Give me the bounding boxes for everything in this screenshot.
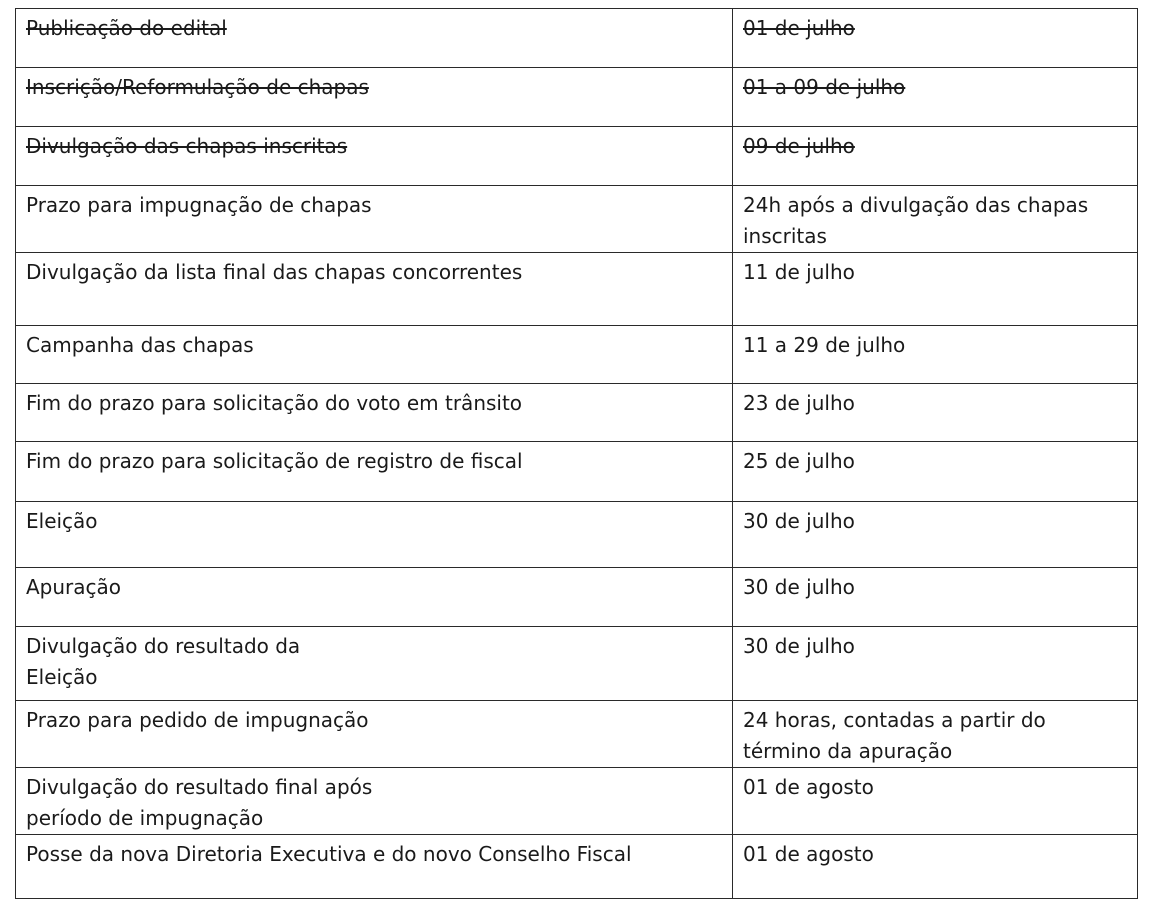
event-label: Divulgação da lista final das chapas concorrentes [26,260,523,284]
event-label: Prazo para impugnação de chapas [26,193,372,217]
event-label: Divulgação das chapas inscritas [26,134,348,158]
table-row [16,186,1138,253]
event-cell [16,68,733,127]
date-label: 11 a 29 de julho [743,333,906,357]
date-cell [733,68,1138,127]
table-row [16,253,1138,326]
date-cell [733,568,1138,627]
table-row [16,835,1138,899]
event-label: Fim do prazo para solicitação de registro de fiscal [26,449,523,473]
event-label: Fim do prazo para solicitação do voto em trânsito [26,391,523,415]
event-label: Prazo para pedido de impugnação [26,708,369,732]
event-label: Divulgação do resultado da Eleição [26,634,301,689]
table-row [16,502,1138,568]
date-label: 30 de julho [743,575,855,599]
table-row [16,701,1138,768]
table-row [16,326,1138,384]
event-label: Apuração [26,575,122,599]
event-cell [16,701,733,768]
event-cell [16,253,733,326]
event-label: Publicação do edital [26,16,227,40]
table-row [16,9,1138,68]
event-cell [16,326,733,384]
date-label: 24h após a divulgação das chapas inscritas [743,193,1089,248]
table-row [16,768,1138,835]
date-cell [733,253,1138,326]
event-cell [16,768,733,835]
date-label: 23 de julho [743,391,855,415]
event-label: Divulgação do resultado final após período de impugnação [26,775,373,830]
event-cell [16,384,733,442]
table-row [16,68,1138,127]
event-label: Campanha das chapas [26,333,254,357]
date-cell [733,9,1138,68]
event-cell [16,568,733,627]
event-label: Posse da nova Diretoria Executiva e do novo Conselho Fiscal [26,842,632,866]
date-cell [733,768,1138,835]
event-cell [16,9,733,68]
date-cell [733,502,1138,568]
table-row [16,568,1138,627]
date-label: 30 de julho [743,634,855,658]
event-label: Inscrição/Reformulação de chapas [26,75,369,99]
date-cell [733,627,1138,701]
event-cell [16,835,733,899]
event-cell [16,442,733,502]
date-label: 24 horas, contadas a partir do término da apuração [743,708,1046,763]
event-label: Eleição [26,509,98,533]
event-cell [16,127,733,186]
date-cell [733,835,1138,899]
date-label: 30 de julho [743,509,855,533]
table-row [16,627,1138,701]
date-cell [733,186,1138,253]
event-cell [16,627,733,701]
date-cell [733,701,1138,768]
election-schedule-table [15,8,1138,899]
date-cell [733,127,1138,186]
date-label: 25 de julho [743,449,855,473]
table-row [16,384,1138,442]
date-label: 09 de julho [743,134,855,158]
date-cell [733,326,1138,384]
event-cell [16,502,733,568]
event-cell [16,186,733,253]
date-cell [733,384,1138,442]
table-row [16,127,1138,186]
table-row [16,442,1138,502]
date-label: 01 a 09 de julho [743,75,906,99]
date-label: 01 de agosto [743,842,874,866]
date-label: 01 de agosto [743,775,874,799]
date-label: 01 de julho [743,16,855,40]
date-cell [733,442,1138,502]
date-label: 11 de julho [743,260,855,284]
